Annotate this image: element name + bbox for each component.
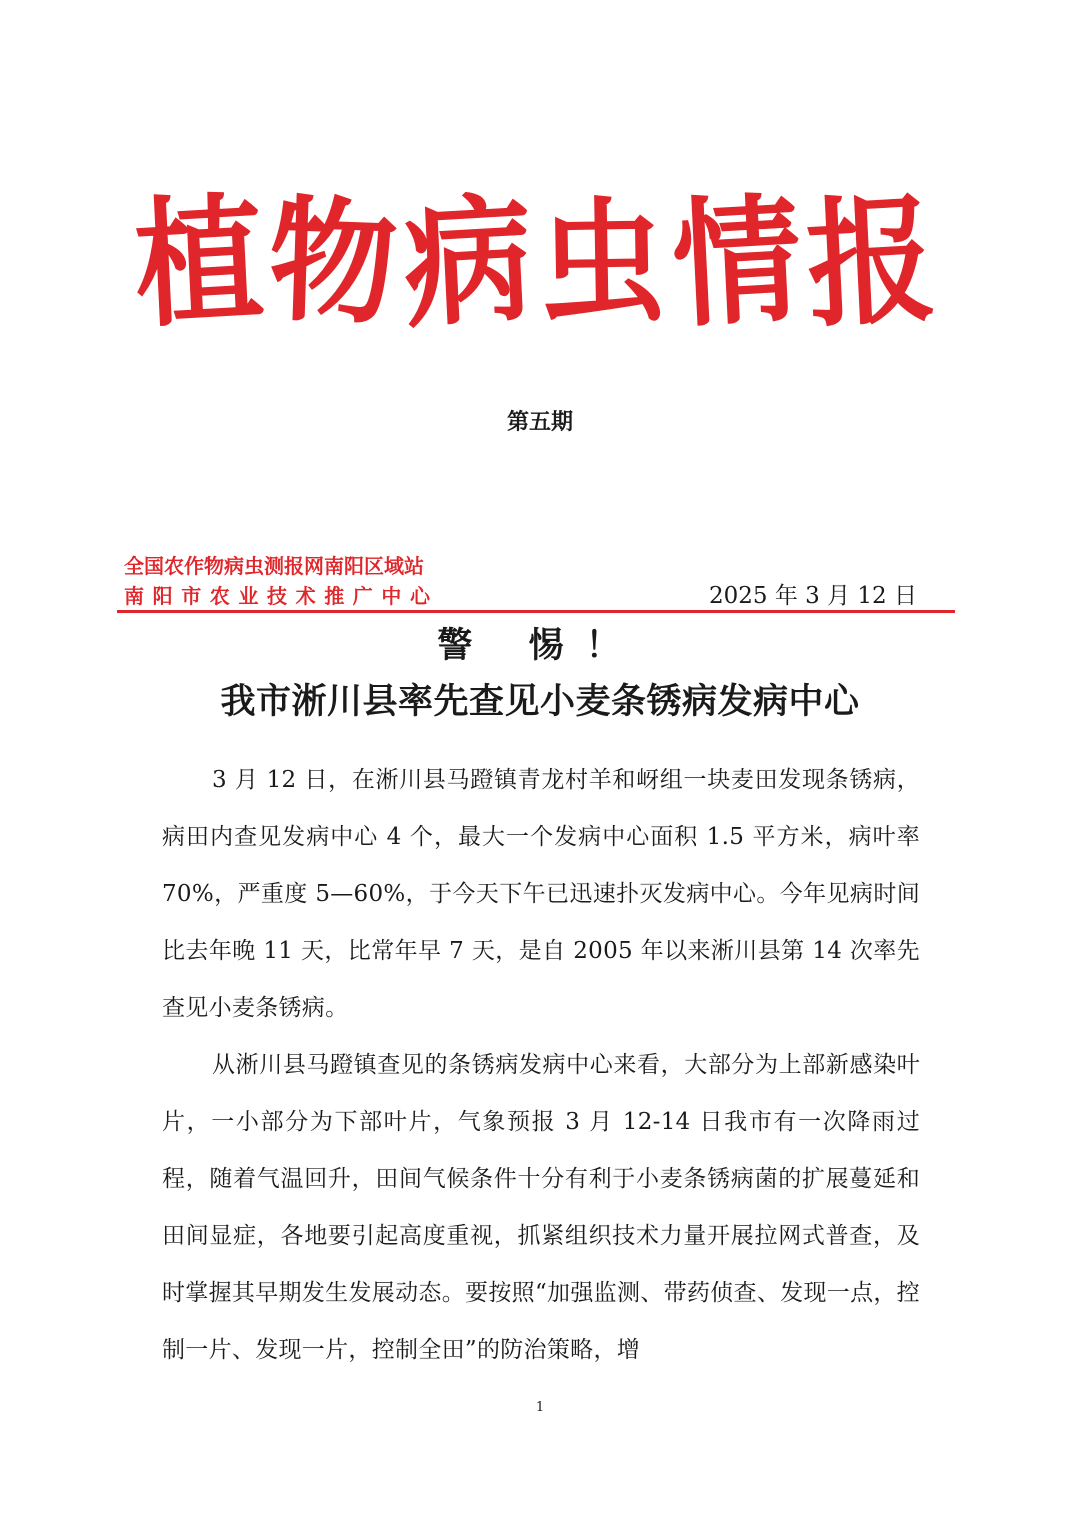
org-line-2: 南阳市农业技术推广中心 xyxy=(124,584,439,608)
alert-heading: 警 惕！ xyxy=(437,625,643,666)
header-divider xyxy=(117,610,955,613)
masthead-char: 植 xyxy=(131,178,267,348)
masthead-char: 报 xyxy=(803,178,939,348)
paragraph: 从淅川县马蹬镇查见的条锈病发病中心来看，大部分为上部新感染叶片，一小部分为下部叶片，气象预报 3 月 12-14 日我市有一次降雨过程，随着气温回升，田间气候条件十分有利于小麦条锈病菌的扩展蔓延和田间显症，各地要引起高度重视，抓紧组织技术力量开展拉网式普查，及时掌握其早期发生发展动态。要按照“加强监测、带药侦查、发现一点，控制一片、发现一片，控制全田”的防治策略，增 xyxy=(162,1052,920,1363)
issue-date: 2025 年 3 月 12 日 xyxy=(709,583,917,609)
masthead-title xyxy=(131,178,939,348)
issuing-organizations xyxy=(124,551,439,611)
masthead-char: 情 xyxy=(668,178,805,348)
issue-number: 第五期 xyxy=(506,409,573,435)
masthead-char: 虫 xyxy=(536,183,668,343)
page-number: 1 xyxy=(535,1400,545,1415)
paragraph: 3 月 12 日，在淅川县马蹬镇青龙村羊和岈组一块麦田发现条锈病，病田内查见发病中心 4 个，最大一个发病中心面积 1.5 平方米，病叶率 70%，严重度 5—60%，于今天下午已迅速扑灭发病中心。今年见病时间比去年晚 11 天，比常年早 7 天，是自 2005 年以来淅川县第 14 次率先查见小麦条锈病。 xyxy=(162,767,920,1021)
article-title: 我市淅川县率先查见小麦条锈病发病中心 xyxy=(220,681,860,722)
org-line-1: 全国农作物病虫测报网南阳区域站 xyxy=(124,554,424,578)
masthead-char: 病 xyxy=(399,178,536,348)
article-body xyxy=(162,752,920,1379)
masthead-char: 物 xyxy=(266,181,400,345)
